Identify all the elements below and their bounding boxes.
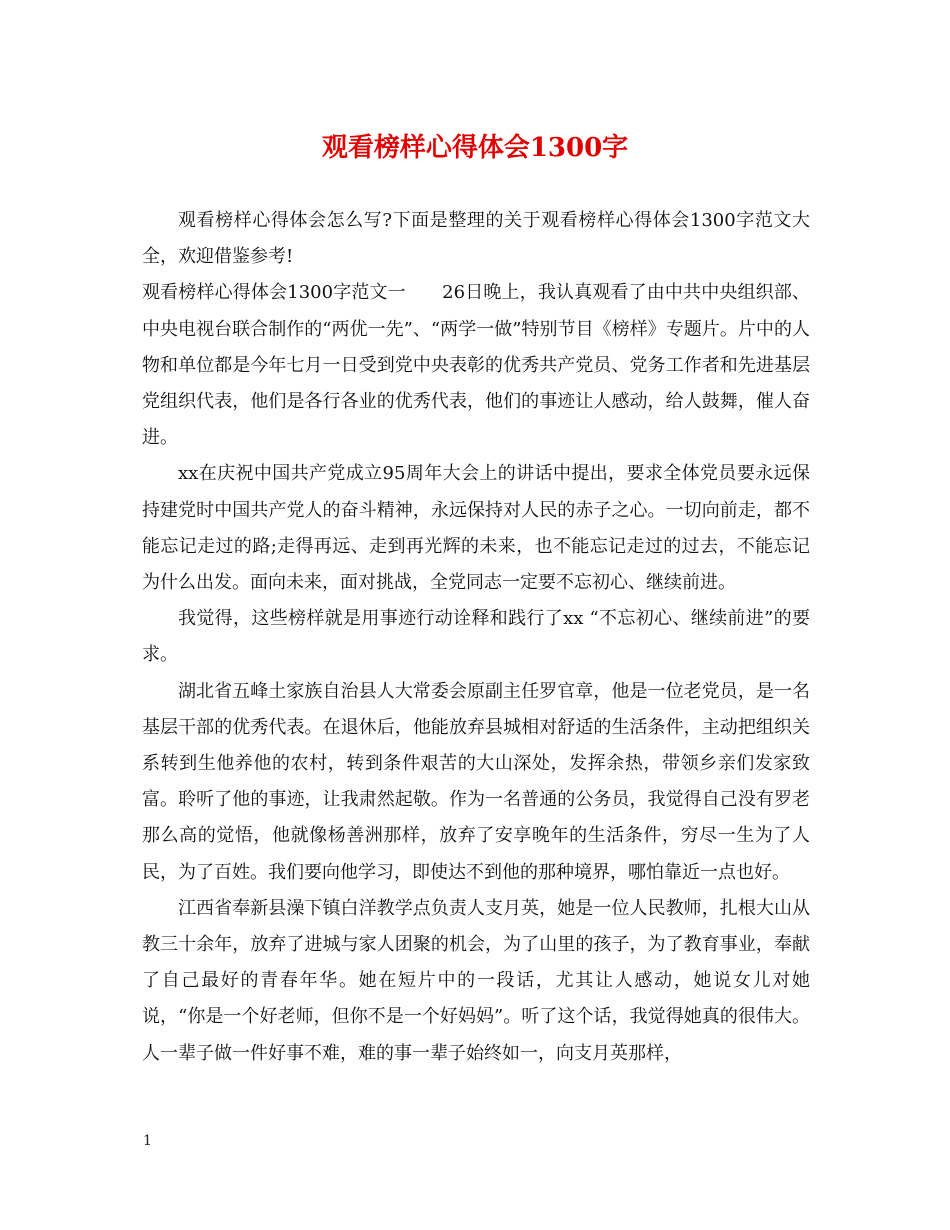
document-body xyxy=(142,203,810,1072)
paragraph-zhi-yueying: 江西省奉新县澡下镇白洋教学点负责人支月英，她是一位人民教师，扎根大山从教三十余年，放弃了进城与家人团聚的机会，为了山里的孩子，为了教育事业，奉献了自己最好的青春年华。她在短片中的一段话，尤其让人感动，她说女儿对她说，“你是一个好老师，但你不是一个好妈妈”。听了这个话，我觉得她真的很伟大。人一辈子做一件好事不难，难的事一辈子始终如一，向支月英那样， xyxy=(142,897,810,1064)
paragraph-speech: xx在庆祝中国共产党成立95周年大会上的讲话中提出，要求全体党员要永远保持建党时中国共产党人的奋斗精神，永远保持对人民的赤子之心。一切向前走，都不能忘记走过的路;走得再远、走到再光辉的未来，也不能忘记走过的过去，不能忘记为什么出发。面向未来，面对挑战，全党同志一定要不忘初心、继续前进。 xyxy=(142,463,810,594)
page-number: 1 xyxy=(143,1133,152,1149)
paragraph-intro: 观看榜样心得体会怎么写?下面是整理的关于观看榜样心得体会1300字范文大全，欢迎借鉴参考! xyxy=(142,210,810,268)
document-title: 观看榜样心得体会1300字 xyxy=(321,133,629,163)
paragraph-role-models: 我觉得，这些榜样就是用事迹行动诠释和践行了xx “不忘初心、继续前进”的要求。 xyxy=(142,608,810,666)
paragraph-essay-one-opening: 观看榜样心得体会1300字范文一 26日晚上，我认真观看了由中共中央组织部、中央电视台联合制作的“两优一先”、“两学一做”特别节目《榜样》专题片。片中的人物和单位都是今年七月一日受到党中央表彰的优秀共产党员、党务工作者和先进基层党组织代表，他们是各行各业的优秀代表，他们的事迹让人感动，给人鼓舞，催人奋进。 xyxy=(142,282,810,449)
paragraph-luo-guanzhang: 湖北省五峰土家族自治县人大常委会原副主任罗官章，他是一位老党员，是一名基层干部的优秀代表。在退休后，他能放弃县城相对舒适的生活条件，主动把组织关系转到生他养他的农村，转到条件艰苦的大山深处，发挥余热，带领乡亲们发家致富。聆听了他的事迹，让我肃然起敬。作为一名普通的公务员，我觉得自己没有罗老那么高的觉悟，他就像杨善洲那样，放弃了安享晚年的生活条件，穷尽一生为了人民，为了百姓。我们要向他学习，即使达不到他的那种境界，哪怕靠近一点也好。 xyxy=(142,680,810,883)
